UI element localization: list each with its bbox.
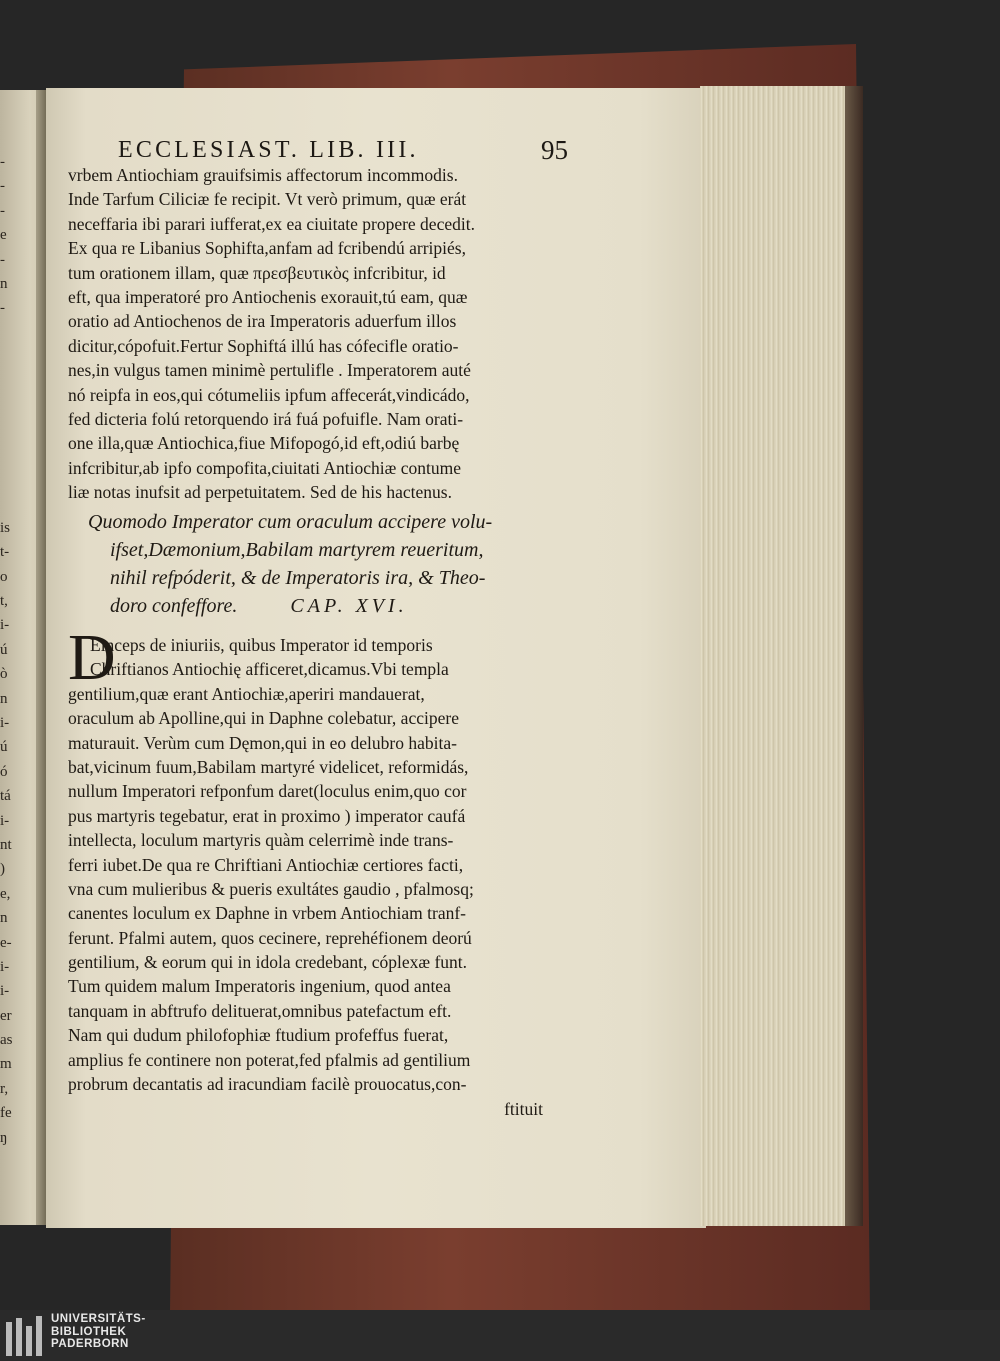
text-line: Nam qui dudum philofophiæ ftudium profeffus fuerat, (68, 1025, 449, 1046)
catchword: ftituit (504, 1099, 543, 1119)
text-line: tanquam in abftrufo delituerat,omnibus patefactum eft. (68, 1000, 452, 1021)
left-page-fragment: t- (0, 544, 10, 561)
page-number: 95 (541, 135, 568, 165)
catchword-wrap (68, 1097, 543, 1121)
left-page-fragment: ú (0, 739, 8, 756)
left-page-fragment (0, 394, 18, 418)
text-line: oratio ad Antiochenos de ira Imperatoris aduerfum illos (68, 311, 457, 332)
text-line: tum orationem illam, quæ πρεσβευτικὸς infcribitur, id (68, 262, 446, 283)
text-line: Einceps de iniuriis, quibus Imperator id temporis (90, 635, 433, 655)
footer-bar (0, 1310, 1000, 1361)
text-line: Chriftianos Antiochię afficeret,dicamus.Vbi templa (90, 659, 449, 680)
left-page-fragment: i- (0, 617, 10, 634)
text-line: amplius fe continere non poterat,fed pfalmis ad gentilium (68, 1049, 471, 1070)
page-edges-shadow (845, 86, 863, 1226)
left-page-fragment: n (0, 910, 8, 927)
left-page-fragment: nt (0, 836, 12, 853)
left-page-fragment (0, 418, 18, 442)
chapter-heading-last-line (88, 592, 548, 620)
left-page-fragment: ó (0, 763, 8, 780)
text-line: bat,vicinum fuum,Babilam martyré videlicet, reformidás, (68, 756, 469, 777)
left-page-fragment (0, 491, 18, 515)
left-page-fragment (0, 443, 18, 467)
left-page-fragment: fe (0, 1105, 12, 1122)
left-page-fragment: i- (0, 812, 10, 829)
left-page-fragment: - (0, 154, 5, 170)
text-line: ferunt. Pfalmi autem, quos cecinere, reprehéfionem deorú (68, 927, 472, 948)
left-page-fragment: - (0, 202, 5, 219)
text-line: intellecta, loculum martyris quàm celerrimè inde trans- (68, 830, 454, 851)
left-page-fragment: r, (0, 1080, 9, 1097)
left-page-fragment: as (0, 1032, 13, 1049)
left-page-fragment: n (0, 275, 8, 292)
paragraph-2 (68, 633, 558, 1096)
left-page-fragment: m (0, 1056, 12, 1073)
left-page-fragment: - (0, 178, 5, 195)
drop-cap: D (68, 621, 116, 694)
university-library-logo-icon (6, 1316, 42, 1356)
left-page-fragment: i- (0, 714, 10, 731)
text-line: Tum quidem malum Imperatoris ingenium, quod antea (68, 976, 451, 997)
left-page-text-fragments (0, 150, 18, 1146)
text-line: fed dicteria folú retorquendo irá fuá pofuifle. Nam orati- (68, 408, 464, 429)
left-page-fragment: er (0, 1007, 12, 1024)
text-line: maturauit. Verùm cum Dęmon,qui in eo delubro habita- (68, 732, 457, 753)
left-page-fragment: e (0, 227, 7, 244)
logo-line: BIBLIOTHEK (51, 1325, 127, 1338)
text-line: ferri iubet.De qua re Chriftiani Antiochiæ certiores facti, (68, 854, 464, 875)
text-line: dicitur,cópofuit.Fertur Sophiftá illú has cófecifle oratio- (68, 335, 459, 356)
text-line: nó reipfa in eos,qui cótumeliis ipfum affecerát,vindicádo, (68, 384, 470, 405)
left-page-fragment: ò (0, 666, 8, 683)
page-edges (700, 86, 850, 1226)
left-page-fragment: e- (0, 934, 12, 951)
left-page-fragment: - (0, 251, 5, 268)
left-page-fragment: ŋ (0, 1129, 8, 1146)
text-line: vna cum mulieribus & pueris exultátes gaudio , pfalmosq; (68, 878, 474, 899)
text-line: nes,in vulgus tamen minimè pertulifle . Imperatorem auté (68, 360, 471, 381)
text-line: Ex qua re Libanius Sophifta,anfam ad fcribendú arripiés, (68, 238, 466, 259)
text-line: gentilium, & eorum qui in idola credebant, cóplexæ funt. (68, 952, 468, 973)
left-page-fragment: t, (0, 593, 8, 610)
chapter-heading (88, 508, 548, 620)
chapter-heading-line: Quomodo Imperator cum oraculum accipere volu- (88, 511, 493, 533)
left-page-fragment: e, (0, 885, 11, 902)
logo-line: PADERBORN (51, 1338, 129, 1350)
left-page-fragment: ) (0, 861, 5, 878)
left-page-fragment: o (0, 568, 8, 585)
paragraph-1 (68, 163, 558, 504)
left-page-fragment: is (0, 519, 11, 536)
chapter-heading-text: doro confeffore. (110, 595, 238, 617)
left-page-fragment (0, 321, 18, 345)
text-line: liæ notas inufsit ad perpetuitatem. Sed de his hactenus. (68, 482, 452, 503)
left-page-fragment (0, 345, 18, 369)
text-line: vrbem Antiochiam grauifsimis affectorum incommodis. (68, 165, 458, 185)
left-page-fragment: i- (0, 958, 10, 975)
text-line: oraculum ab Apolline,qui in Daphne colebatur, accipere (68, 708, 459, 729)
chapter-heading-line: ifset,Dæmonium,Babilam martyrem reueritum, (110, 539, 484, 561)
left-page-fragment: i- (0, 983, 10, 1000)
text-line: infcribitur,ab ipfo compofita,ciuitati Antiochiæ contume (68, 457, 461, 478)
chapter-label: CAP. XVI. (290, 595, 408, 617)
left-page-fragment (0, 467, 18, 491)
text-line: one illa,quæ Antiochica,fiue Mifopogó,id eft,odiú barbę (68, 433, 460, 454)
running-head-title: ECCLESIAST. LIB. III. (118, 137, 419, 163)
text-line: probrum decantatis ad iracundiam facilè prouocatus,con- (68, 1074, 467, 1095)
text-line: canentes loculum ex Daphne in vrbem Antiochiam tranf- (68, 903, 466, 924)
library-logo-text (51, 1313, 146, 1351)
left-page-fragment: tá (0, 788, 11, 805)
left-page-fragment: - (0, 300, 5, 317)
left-page-fragment (0, 370, 18, 394)
logo-line: UNIVERSITÄTS- (51, 1313, 146, 1325)
left-page-fragment: ú (0, 641, 8, 658)
text-line: neceffaria ibi parari iufferat,ex ea ciuitate propere decedit. (68, 213, 475, 234)
text-line: Inde Tarfum Ciliciæ fe recipit. Vt verò primum, quæ erát (68, 189, 467, 210)
text-line: nullum Imperatori refponfum daret(loculus enim,quo cor (68, 781, 467, 802)
chapter-heading-line: nihil refpóderit, & de Imperatoris ira, & Theo- (110, 567, 486, 589)
text-line: gentilium,quæ erant Antiochiæ,aperiri mandauerat, (68, 683, 425, 704)
text-line: pus martyris tegebatur, erat in proximo ) imperator caufá (68, 805, 466, 826)
text-line: eft, qua imperatoré pro Antiochenis exorauit,tú eam, quæ (68, 286, 468, 307)
left-page-fragment: n (0, 690, 8, 707)
